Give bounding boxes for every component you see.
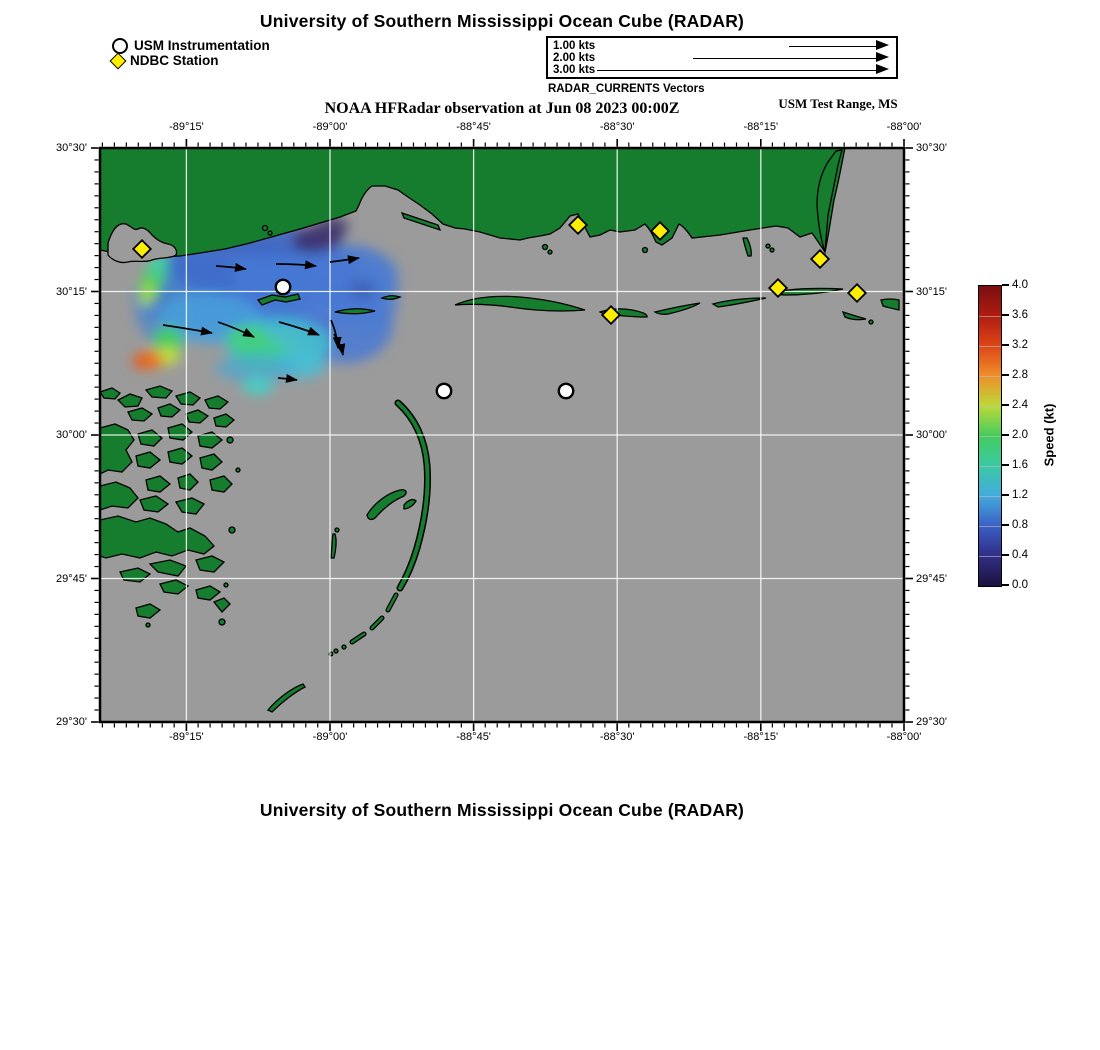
- speed-blob: [132, 356, 150, 368]
- colorbar-tick-label: 2.0: [1012, 429, 1028, 441]
- axis-tick-label: 30°15': [56, 285, 87, 298]
- colorbar-tick: [1002, 554, 1009, 556]
- axis-tick-label: -88°30': [599, 731, 635, 743]
- axis-tick-label: 29°45': [916, 572, 947, 585]
- colorbar-divider: [979, 316, 1001, 317]
- colorbar-tick-label: 1.2: [1012, 489, 1028, 501]
- colorbar-tick: [1002, 584, 1009, 586]
- colorbar-tick-label: 2.4: [1012, 399, 1028, 411]
- axis-tick-label: -88°45': [456, 731, 491, 743]
- colorbar-tick: [1002, 434, 1009, 436]
- axis-tick-label: -88°45': [456, 121, 491, 133]
- axis-tick-label: 30°15': [916, 285, 947, 298]
- colorbar-tick: [1002, 494, 1009, 496]
- colorbar-tick-label: 0.4: [1012, 549, 1028, 561]
- axis-tick-label: 30°30': [916, 142, 947, 154]
- usm-instrumentation-marker: [276, 280, 290, 294]
- colorbar-divider: [979, 346, 1001, 347]
- colorbar-tick: [1002, 464, 1009, 466]
- usm-instrumentation-marker: [437, 384, 451, 398]
- axis-tick-label: -88°15': [743, 121, 779, 133]
- colorbar-tick: [1002, 404, 1009, 406]
- region-label: USM Test Range, MS: [778, 96, 898, 111]
- colorbar-divider: [979, 526, 1001, 527]
- colorbar-divider: [979, 496, 1001, 497]
- axis-tick-label: 30°30': [56, 142, 87, 154]
- axis-tick-label: -88°00': [886, 731, 922, 743]
- axis-tick-label: 29°45': [56, 572, 87, 585]
- vector-scale-label: 3.00 kts: [553, 63, 596, 76]
- colorbar-divider: [979, 556, 1001, 557]
- axis-tick-label: 30°00': [916, 429, 947, 441]
- speed-blob: [242, 377, 274, 395]
- speed-blob: [348, 280, 376, 300]
- vector-scale-label: 1.00 kts: [553, 39, 596, 52]
- axis-tick-label: 29°30': [916, 716, 947, 728]
- colorbar-tick-label: 2.8: [1012, 369, 1028, 381]
- colorbar-divider: [979, 376, 1001, 377]
- colorbar-tick: [1002, 524, 1009, 526]
- colorbar-tick-label: 4.0: [1012, 279, 1028, 291]
- axis-tick-label: -88°30': [599, 121, 635, 133]
- axis-tick-label: -89°15': [169, 121, 204, 133]
- colorbar-tick: [1002, 314, 1009, 316]
- usm-instrumentation-marker: [559, 384, 573, 398]
- colorbar-divider: [979, 406, 1001, 407]
- colorbar-tick-label: 3.6: [1012, 309, 1028, 321]
- axis-tick-label: -89°00': [312, 731, 348, 743]
- colorbar-tick: [1002, 284, 1009, 286]
- colorbar-axis-label: Speed (kt): [1041, 403, 1057, 467]
- page-title: University of Southern Mississippi Ocean Cube (RADAR): [259, 11, 745, 31]
- colorbar-tick-label: 3.2: [1012, 339, 1028, 351]
- axis-tick-label: -88°00': [886, 121, 922, 133]
- colorbar: [978, 285, 1002, 587]
- colorbar-tick: [1002, 374, 1009, 376]
- axis-tick-label: 30°00': [56, 429, 87, 441]
- vector-scale-label: 2.00 kts: [553, 51, 596, 64]
- legend-usm-label: USM Instrumentation: [134, 38, 270, 53]
- colorbar-divider: [979, 436, 1001, 437]
- axis-tick-label: -88°15': [743, 731, 779, 743]
- speed-blob: [226, 325, 270, 351]
- axis-tick-label: 29°30': [56, 716, 87, 728]
- axis-tick-label: -89°15': [169, 731, 204, 743]
- colorbar-tick-label: 0.0: [1012, 579, 1028, 591]
- colorbar-tick-label: 1.6: [1012, 459, 1028, 471]
- colorbar-tick-label: 0.8: [1012, 519, 1028, 531]
- legend-ndbc-label: NDBC Station: [130, 53, 219, 68]
- observation-subtitle: NOAA HFRadar observation at Jun 08 2023 00:00Z: [324, 100, 680, 117]
- bottom-title: University of Southern Mississippi Ocean Cube (RADAR): [259, 800, 745, 820]
- vector-scale-caption: RADAR_CURRENTS Vectors: [548, 83, 705, 95]
- colorbar-tick: [1002, 344, 1009, 346]
- colorbar-divider: [979, 466, 1001, 467]
- axis-tick-label: -89°00': [312, 121, 348, 133]
